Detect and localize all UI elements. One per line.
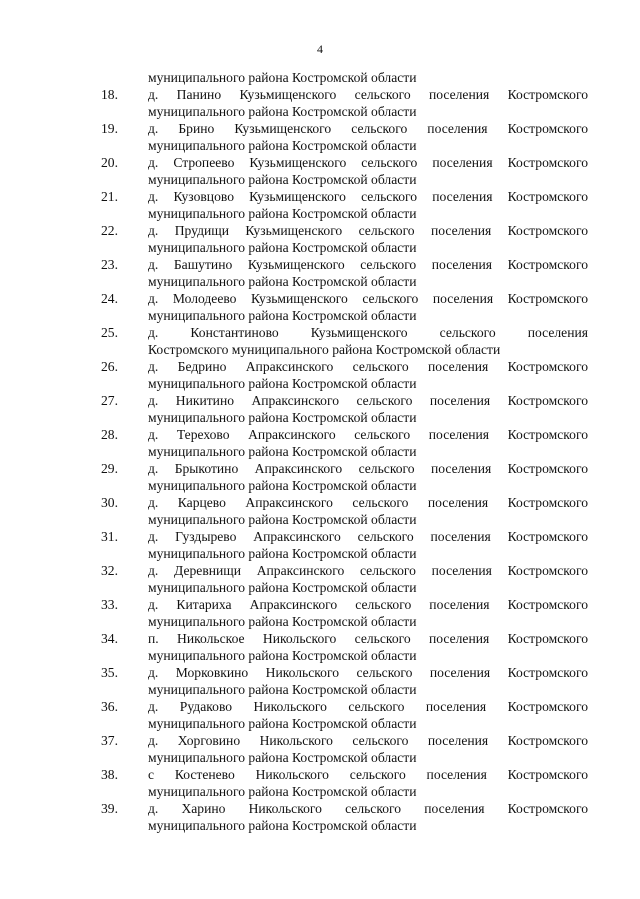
item-text — [148, 120, 588, 154]
list-item — [0, 800, 640, 834]
item-number: 21. — [101, 189, 118, 204]
list-item — [0, 494, 640, 528]
item-text-line1: д. Брыкотино Апраксинского сельского поселения Костромского — [148, 461, 588, 476]
item-text-line1: д. Кузовцово Кузьмищенского сельского поселения Костромского — [148, 189, 588, 204]
item-text — [148, 630, 588, 664]
list-item — [0, 324, 640, 358]
item-text-line1: д. Деревнищи Апраксинского сельского поселения Костромского — [148, 563, 588, 578]
item-number: 20. — [101, 155, 118, 170]
item-text-line2: муниципального района Костромской области — [148, 274, 417, 289]
list-item — [0, 120, 640, 154]
item-text-line2: муниципального района Костромской области — [148, 784, 417, 799]
item-text — [148, 392, 588, 426]
item-text-line2: муниципального района Костромской области — [148, 682, 417, 697]
item-number: 39. — [101, 801, 118, 816]
continuation-text: муниципального района Костромской области — [148, 70, 417, 85]
item-text-line1: д. Башутино Кузьмищенского сельского поселения Костромского — [148, 257, 588, 272]
item-number: 36. — [101, 699, 118, 714]
item-number: 22. — [101, 223, 118, 238]
item-text-line1: д. Гуздырево Апраксинского сельского поселения Костромского — [148, 529, 588, 544]
item-text-line1: д. Брино Кузьмищенского сельского поселения Костромского — [148, 121, 588, 136]
list-item — [0, 528, 640, 562]
item-text — [148, 290, 588, 324]
item-text-line1: д. Харино Никольского сельского поселения Костромского — [148, 801, 588, 816]
item-text-line1: д. Прудищи Кузьмищенского сельского поселения Костромского — [148, 223, 588, 238]
item-text — [148, 86, 588, 120]
item-number: 38. — [101, 767, 118, 782]
list-item — [0, 154, 640, 188]
item-text-line2: муниципального района Костромской области — [148, 410, 417, 425]
list-item — [0, 664, 640, 698]
item-text-line1: д. Морковкино Никольского сельского поселения Костромского — [148, 665, 588, 680]
item-number: 18. — [101, 87, 118, 102]
item-text-line2: муниципального района Костромской области — [148, 546, 417, 561]
item-number: 37. — [101, 733, 118, 748]
item-text — [148, 698, 588, 732]
item-number: 31. — [101, 529, 118, 544]
item-text — [148, 800, 588, 834]
item-text-line2: муниципального района Костромской области — [148, 104, 417, 119]
item-text-line1: д. Панино Кузьмищенского сельского поселения Костромского — [148, 87, 588, 102]
item-number: 23. — [101, 257, 118, 272]
list-item — [0, 596, 640, 630]
list-item — [0, 562, 640, 596]
item-text-line2: муниципального района Костромской области — [148, 512, 417, 527]
item-text-line1: д. Бедрино Апраксинского сельского поселения Костромского — [148, 359, 588, 374]
item-number: 19. — [101, 121, 118, 136]
item-text-line1: д. Рудаково Никольского сельского поселения Костромского — [148, 699, 588, 714]
item-text — [148, 358, 588, 392]
item-text-line2: муниципального района Костромской области — [148, 716, 417, 731]
item-number: 34. — [101, 631, 118, 646]
list-item — [0, 460, 640, 494]
item-text-line2: муниципального района Костромской области — [148, 308, 417, 323]
list-item — [0, 392, 640, 426]
item-text-line2: муниципального района Костромской области — [148, 478, 417, 493]
item-number: 28. — [101, 427, 118, 442]
list-item — [0, 358, 640, 392]
item-text-line2: Костромского муниципального района Костромской области — [148, 342, 501, 357]
list-item — [0, 290, 640, 324]
item-number: 32. — [101, 563, 118, 578]
item-text — [148, 664, 588, 698]
item-text-line1: д. Терехово Апраксинского сельского поселения Костромского — [148, 427, 588, 442]
item-number: 27. — [101, 393, 118, 408]
item-text-line2: муниципального района Костромской области — [148, 172, 417, 187]
list-item — [0, 222, 640, 256]
item-text-line2: муниципального района Костромской области — [148, 750, 417, 765]
item-text-line2: муниципального района Костромской области — [148, 444, 417, 459]
item-number: 24. — [101, 291, 118, 306]
list-item — [0, 766, 640, 800]
item-text-line2: муниципального района Костромской области — [148, 138, 417, 153]
list-item — [0, 630, 640, 664]
item-text-line2: муниципального района Костромской области — [148, 376, 417, 391]
item-text-line1: с Костенево Никольского сельского поселения Костромского — [148, 767, 588, 782]
list-item — [0, 698, 640, 732]
list-item — [0, 86, 640, 120]
item-text — [148, 460, 588, 494]
item-text-line2: муниципального района Костромской области — [148, 240, 417, 255]
item-text-line1: д. Никитино Апраксинского сельского поселения Костромского — [148, 393, 588, 408]
item-text — [148, 188, 588, 222]
item-text-line1: п. Никольское Никольского сельского поселения Костромского — [148, 631, 588, 646]
item-text — [148, 766, 588, 800]
item-text — [148, 562, 588, 596]
item-text — [148, 256, 588, 290]
item-number: 30. — [101, 495, 118, 510]
item-text-line2: муниципального района Костромской области — [148, 206, 417, 221]
item-number: 25. — [101, 325, 118, 340]
settlement-list — [0, 86, 640, 834]
item-number: 29. — [101, 461, 118, 476]
item-text-line2: муниципального района Костромской области — [148, 614, 417, 629]
item-text-line1: д. Молодеево Кузьмищенского сельского поселения Костромского — [148, 291, 588, 306]
item-text-line1: д. Хорговино Никольского сельского поселения Костромского — [148, 733, 588, 748]
item-text-line2: муниципального района Костромской области — [148, 648, 417, 663]
item-text-line1: д. Стропеево Кузьмищенского сельского поселения Костромского — [148, 155, 588, 170]
page-number: 4 — [317, 42, 323, 56]
item-text — [148, 528, 588, 562]
item-text-line1: д. Константиново Кузьмищенского сельского поселения — [148, 325, 588, 340]
item-text — [148, 732, 588, 766]
item-text — [148, 324, 588, 358]
list-item — [0, 188, 640, 222]
item-text — [148, 154, 588, 188]
list-item — [0, 256, 640, 290]
item-text-line2: муниципального района Костромской области — [148, 580, 417, 595]
item-text — [148, 494, 588, 528]
item-number: 26. — [101, 359, 118, 374]
item-text — [148, 426, 588, 460]
list-item — [0, 426, 640, 460]
item-text-line2: муниципального района Костромской области — [148, 818, 417, 833]
item-text — [148, 222, 588, 256]
item-text-line1: д. Китариха Апраксинского сельского поселения Костромского — [148, 597, 588, 612]
item-text-line1: д. Карцево Апраксинского сельского поселения Костромского — [148, 495, 588, 510]
item-text — [148, 596, 588, 630]
item-number: 35. — [101, 665, 118, 680]
item-number: 33. — [101, 597, 118, 612]
list-item — [0, 732, 640, 766]
